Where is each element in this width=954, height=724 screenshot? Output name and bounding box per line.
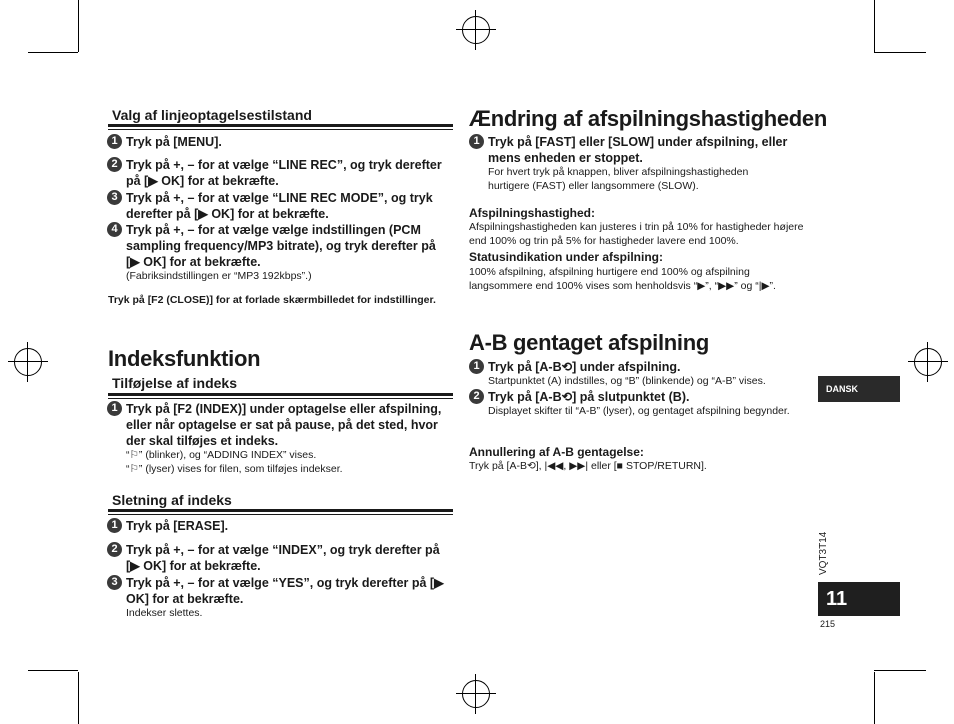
speed-label: Afspilningshastighed: <box>469 206 595 220</box>
ab-title: A-B gentaget afspilning <box>469 330 709 355</box>
registration-mark-right <box>908 342 948 382</box>
step-3-yes: 3 Tryk på +, – for at vælge “YES”, og tryk derefter på [▶ OK] for at bekræfte. <box>126 575 451 607</box>
ab-step1-note: Startpunktet (A) indstilles, og “B” (blinkende) og “A-B” vises. <box>488 375 766 387</box>
language-tab: DANSK <box>818 376 900 402</box>
registration-mark-top <box>456 10 496 50</box>
step-1-fast-slow: 1 Tryk på [FAST] eller [SLOW] under afspilning, eller mens enheden er stoppet. <box>488 134 808 166</box>
index-note-lit: “⚐” (lyser) vises for filen, som tilføjes indekser. <box>126 463 343 475</box>
step-2-line-rec: 2 Tryk på +, – for at vælge “LINE REC”, og tryk derefter på [▶ OK] for at bekræfte. <box>126 157 451 189</box>
step-4-setting: 4 Tryk på +, – for at vælge vælge indstillingen (PCM sampling frequency/MP3 bitrate), og tryk derefter på [▶ OK] for at bekræfte. <box>126 222 451 270</box>
index-note-blink: “⚐” (blinker), og “ADDING INDEX” vises. <box>126 449 317 461</box>
index-title: Indeksfunktion <box>108 346 261 371</box>
step-1-menu: 1 Tryk på [MENU]. <box>126 134 446 150</box>
close-settings-note: Tryk på [F2 (CLOSE)] for at forlade skærmbilledet for indstillinger. <box>108 294 436 306</box>
section-heading-line-rec: Valg af linjeoptagelsestilstand <box>112 107 312 123</box>
step-1-add-index: 1 Tryk på [F2 (INDEX)] under optagelse eller afspilning, eller når optagelse er sat på pause, på det sted, hvor der skal tilføjes et indeks. <box>126 401 451 449</box>
section-heading-add-index: Tilføjelse af indeks <box>112 375 238 391</box>
page-number: 215 <box>820 619 836 629</box>
status-text: 100% afspilning, afspilning hurtigere end 100% og afspilning langsommere end 100% vises som henholdsvis “▶”, “▶▶” og “|▶”. <box>469 266 776 292</box>
registration-mark-left <box>8 342 48 382</box>
section-heading-delete-index: Sletning af indeks <box>112 492 232 508</box>
step-1-ab: 1 Tryk på [A-B⟲] under afspilning. <box>488 359 808 375</box>
step-1-erase: 1 Tryk på [ERASE]. <box>126 518 446 534</box>
factory-setting-note: (Fabriksindstillingen er “MP3 192kbps”.) <box>126 270 312 282</box>
step-3-line-rec-mode: 3 Tryk på +, – for at vælge “LINE REC MODE”, og tryk derefter på [▶ OK] for at bekræfte. <box>126 190 451 222</box>
speed-text: Afspilningshastigheden kan justeres i trin på 10% for hastigheder højere end 100% og trin på 5% for hastigheder lavere end 100%. <box>469 221 804 247</box>
step-2-ab: 2 Tryk på [A-B⟲] på slutpunktet (B). <box>488 389 808 405</box>
speed-step-note: For hvert tryk på knappen, bliver afspilningshastigheden hurtigere (FAST) eller langsommere (SLOW). <box>488 166 749 192</box>
cancel-label: Annullering af A-B gentagelse: <box>469 445 644 459</box>
index-deleted-note: Indekser slettes. <box>126 607 203 619</box>
step-2-index: 2 Tryk på +, – for at vælge “INDEX”, og tryk derefter på [▶ OK] for at bekræfte. <box>126 542 451 574</box>
ab-step2-note: Displayet skifter til “A-B” (lyser), og gentaget afspilning begynder. <box>488 405 790 417</box>
status-label: Statusindikation under afspilning: <box>469 250 664 264</box>
cancel-text: Tryk på [A-B⟲], |◀◀, ▶▶| eller [■ STOP/RETURN]. <box>469 460 707 472</box>
doc-code: VQT3T14 <box>818 531 829 575</box>
chapter-number: 11 <box>818 582 900 616</box>
speed-title: Ændring af afspilningshastigheden <box>469 106 828 131</box>
registration-mark-bottom <box>456 674 496 714</box>
